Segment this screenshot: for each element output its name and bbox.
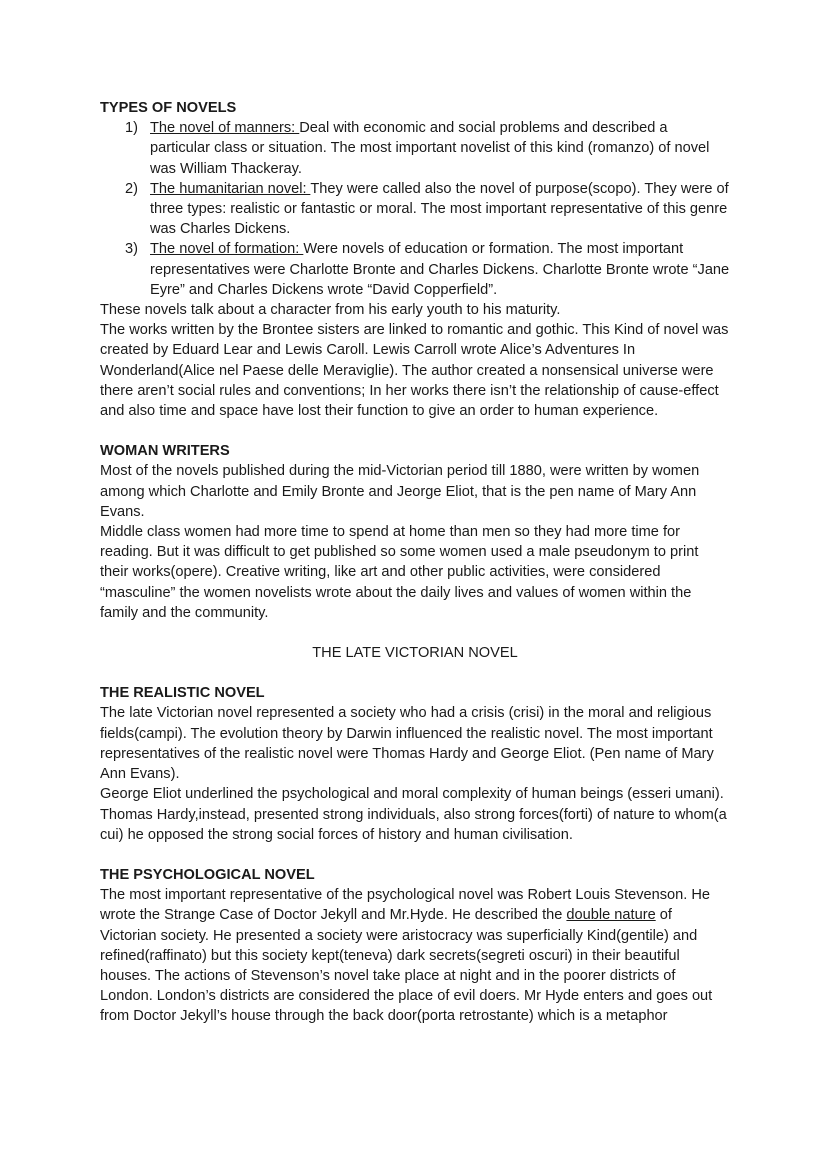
list-item-title: The novel of manners: bbox=[150, 120, 300, 137]
list-item-title: The novel of formation: bbox=[150, 241, 304, 258]
woman-paragraph-1: Most of the novels published during the mid-Victorian period till 1880, were written by women among which Charlotte and Emily Bronte and Jeorge Eliot, that is the pen name of Mary Ann Evans. bbox=[100, 463, 700, 520]
list-number: 3) bbox=[125, 241, 138, 258]
psych-paragraph bbox=[100, 885, 730, 1026]
list-item bbox=[100, 239, 730, 300]
woman-paragraph-2: Middle class women had more time to spend at home than men so they had more time for reading. But it was difficult to get published so some women used a male pseudonym to print their works(opere). Creative writing, like art and other public activities, were considered “masculine” the women novelists wrote about the daily lives and values of women within the family and the community. bbox=[100, 524, 699, 621]
psych-heading: THE PSYCHOLOGICAL NOVEL bbox=[100, 866, 315, 883]
list-item-text: Were novels of education or formation. The most important representatives were Charlotte Bronte and Charles Dickens. Charlotte Bronte wrote “Jane Eyre” and Charles Dickens wrote “David Copperfield”. bbox=[150, 241, 730, 298]
realistic-paragraph-1: The late Victorian novel represented a society who had a crisis (crisi) in the moral and religious fields(campi). The evolution theory by Darwin influenced the realistic novel. The most important representatives of the realistic novel were Thomas Hardy and George Eliot. (Pen name of Mary Ann Evans). bbox=[100, 705, 714, 783]
list-item-text: Deal with economic and social problems and described a particular class or situation. The most important novelist of this kind (romanzo) of novel was William Thackeray. bbox=[150, 120, 710, 177]
types-paragraph-1: These novels talk about a character from his early youth to his maturity. bbox=[100, 302, 561, 319]
psych-text-after: of Victorian society. He presented a society were aristocracy was superficially Kind(gentile) and refined(raffinato) but this society kept(teneva) dark secrets(segreti oscuri) in their beautiful houses. The actions of Stevenson’s novel take place at night and in the poorer districts of London. London’s districts are considered the place of evil doers. Mr Hyde enters and goes out from Doctor Jekyll’s house through the back door(porta retrostante) which is a metaphor bbox=[100, 907, 713, 1025]
list-number: 1) bbox=[125, 120, 138, 137]
realistic-paragraph-2: George Eliot underlined the psychological and moral complexity of human beings (esseri umani). Thomas Hardy,instead, presented strong individuals, also strong forces(forti) of nature to whom(a cui) he opposed the strong social forces of history and human civilisation. bbox=[100, 786, 727, 843]
psych-underlined-term: double nature bbox=[566, 907, 656, 924]
list-item-text: They were called also the novel of purpose(scopo). They were of three types: realistic or fantastic or moral. The most important representative of this genre was Charles Dickens. bbox=[150, 180, 729, 238]
psych-text-before: The most important representative of the psychological novel was Robert Louis Stevenson. He wrote the Strange Case of Doctor Jekyll and Mr.Hyde. He described the bbox=[100, 887, 711, 924]
list-number: 2) bbox=[125, 180, 138, 197]
types-list bbox=[100, 118, 730, 300]
list-item bbox=[100, 118, 730, 179]
types-heading: TYPES OF NOVELS bbox=[100, 100, 237, 116]
late-victorian-title: THE LATE VICTORIAN NOVEL bbox=[312, 645, 518, 662]
woman-heading: WOMAN WRITERS bbox=[100, 443, 230, 460]
list-item bbox=[100, 179, 730, 240]
list-item-title: The humanitarian novel: bbox=[150, 180, 311, 197]
realistic-heading: THE REALISTIC NOVEL bbox=[100, 685, 265, 702]
types-paragraph-2: The works written by the Brontee sisters are linked to romantic and gothic. This Kind of novel was created by Eduard Lear and Lewis Caroll. Lewis Carroll wrote Alice’s Adventures In Wonderland(Alice nel Paese delle Meraviglie). The author created a nonsensical universe were there aren’t social rules and conventions; In her works there isn’t the relationship of cause-effect and also time and space have lost their function to give an order to human experience. bbox=[100, 322, 729, 420]
